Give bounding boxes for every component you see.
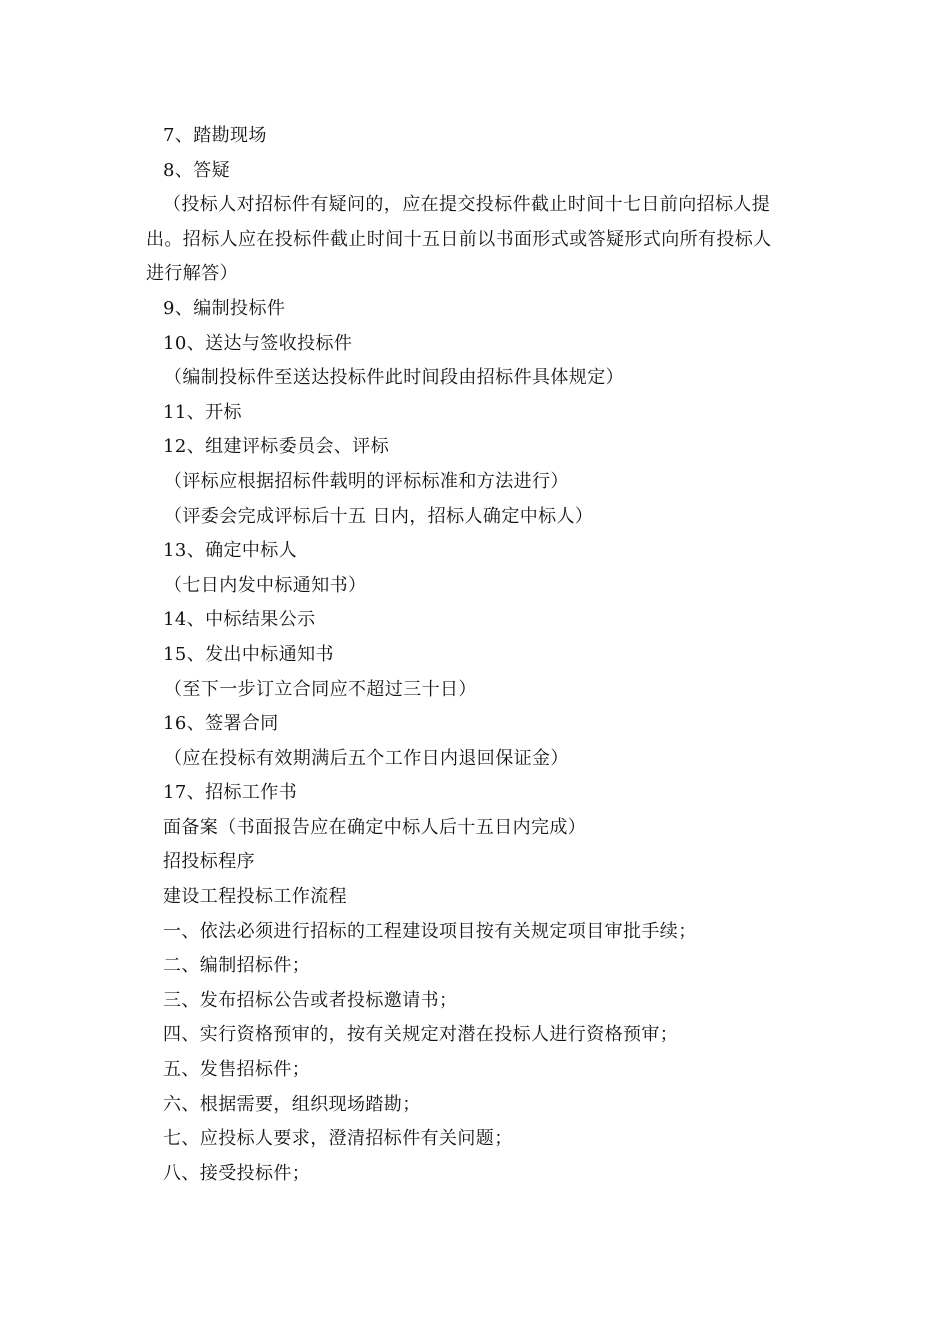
note-line: （评委会完成评标后十五 日内，招标人确定中标人） (164, 505, 594, 527)
note-line: （七日内发中标通知书） (164, 574, 367, 596)
step-line: 7、踏勘现场 (163, 125, 267, 146)
step-line: 15、发出中标通知书 (163, 643, 334, 665)
step-line: 13、确定中标人 (163, 540, 298, 562)
paragraph-row: 进行解答） (146, 263, 238, 285)
paragraph-row: （投标人对招标件有疑问的，应在提交投标件截止时间十七日前向招标人提 (163, 194, 771, 216)
document-body (0, 119, 950, 1191)
step-line: 17、招标工作书 (163, 782, 298, 804)
process-item: 六、根据需要，组织现场踏勘； (163, 1093, 421, 1115)
process-item: 八、接受投标件； (163, 1162, 311, 1184)
process-item: 一、依法必须进行招标的工程建设项目按有关规定项目审批手续； (163, 920, 697, 942)
step-line: 11、开标 (163, 401, 242, 423)
paragraph-row: 出。招标人应在投标件截止时间十五日前以书面形式或答疑形式向所有投标人 (146, 228, 772, 250)
step-line: 10、送达与签收投标件 (163, 332, 353, 354)
note-line: （应在投标有效期满后五个工作日内退回保证金） (164, 747, 569, 769)
section-heading: 建设工程投标工作流程 (163, 886, 347, 908)
note-line: 面备案（书面报告应在确定中标人后十五日内完成） (163, 816, 587, 838)
step-line: 8、答疑 (163, 159, 231, 181)
process-item: 三、发布招标公告或者投标邀请书； (163, 989, 458, 1011)
step-line: 14、中标结果公示 (163, 609, 316, 631)
note-line: （评标应根据招标件载明的评标标准和方法进行） (164, 470, 569, 492)
step-line: 12、组建评标委员会、评标 (163, 436, 390, 458)
step-line: 9、编制投标件 (163, 297, 286, 319)
section-heading: 招投标程序 (163, 851, 255, 873)
process-item: 七、应投标人要求，澄清招标件有关问题； (163, 1128, 513, 1150)
process-item: 四、实行资格预审的，按有关规定对潜在投标人进行资格预审； (163, 1024, 679, 1046)
note-line: （至下一步订立合同应不超过三十日） (164, 678, 477, 700)
step-line: 16、签署合同 (163, 713, 279, 735)
process-item: 五、发售招标件； (163, 1059, 311, 1081)
process-item: 二、编制招标件； (163, 955, 311, 977)
note-line: （编制投标件至送达投标件此时间段由招标件具体规定） (164, 367, 624, 389)
note-paragraph (0, 188, 950, 292)
